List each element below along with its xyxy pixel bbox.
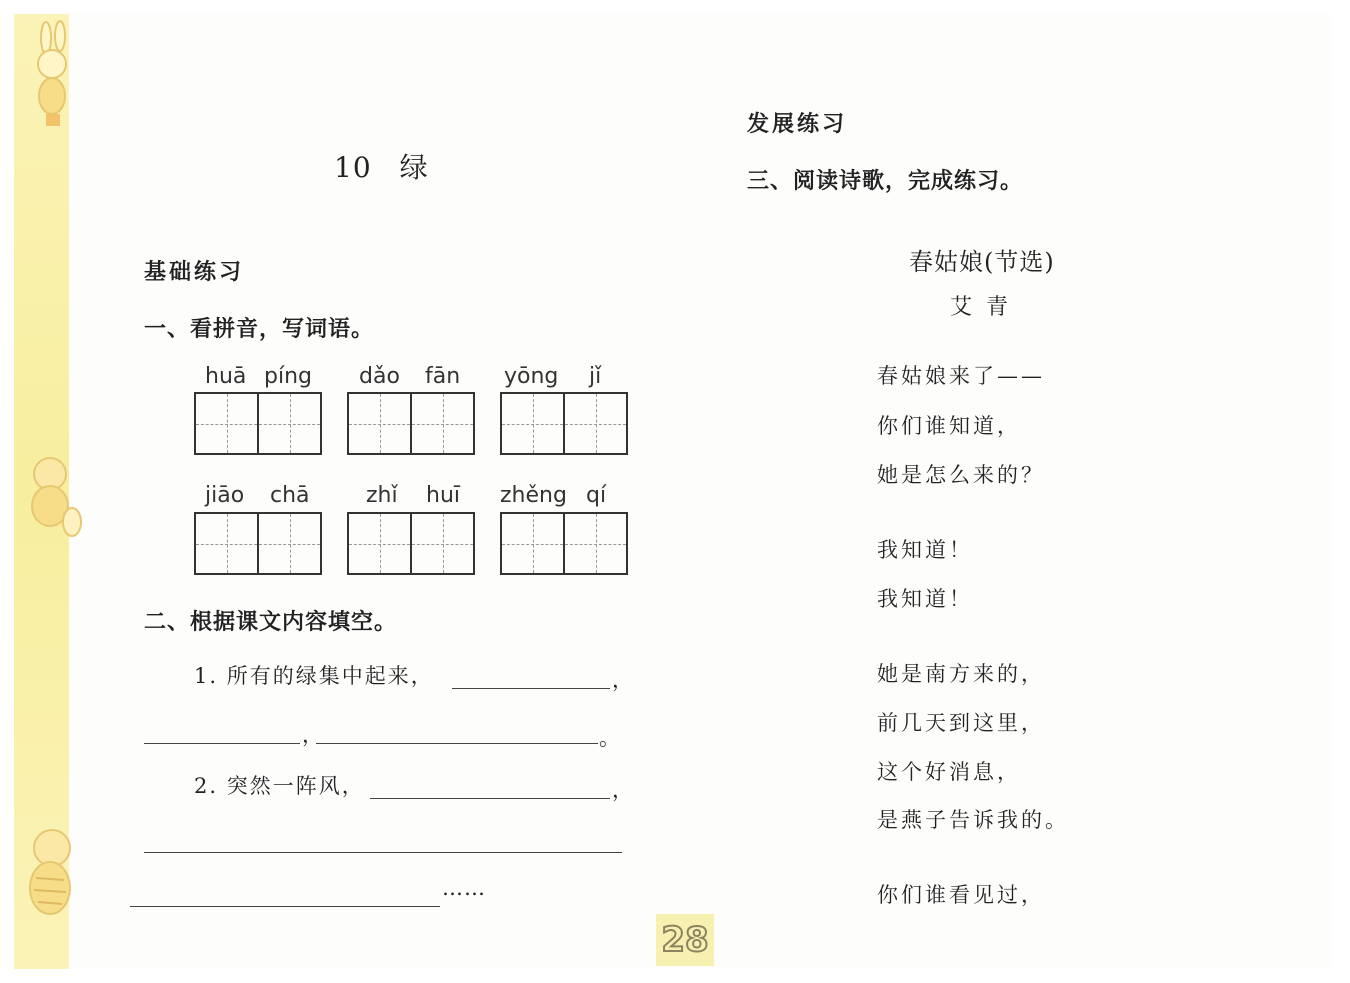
lesson-number: 10 [334, 151, 372, 184]
comma-mark: ， [612, 668, 633, 692]
poem-line: 我知道！ [877, 587, 973, 611]
writing-grid[interactable] [500, 392, 628, 455]
poem-line: 你们谁知道， [877, 414, 1021, 438]
pinyin-label: píng [264, 364, 312, 389]
answer-blank[interactable] [370, 798, 610, 799]
writing-grid[interactable] [194, 512, 322, 575]
period-mark: 。 [599, 726, 620, 750]
writing-grid[interactable] [194, 392, 322, 455]
pinyin-label: yōng [504, 364, 559, 389]
pinyin-label: zhěng [500, 483, 567, 508]
pinyin-label: dǎo [359, 364, 400, 389]
fill-in-item-2: 2. 突然一阵风， [194, 774, 365, 798]
pinyin-label: jiāo [205, 483, 245, 508]
writing-grid[interactable] [347, 512, 475, 575]
tiger-mascot-icon [16, 818, 84, 928]
pinyin-label: zhǐ [366, 483, 398, 508]
lesson-name: 绿 [399, 151, 429, 184]
answer-blank[interactable] [144, 743, 300, 744]
q3-heading: 三、阅读诗歌，完成练习。 [747, 169, 1024, 194]
poem-title: 春姑娘(节选) [909, 248, 1055, 276]
ellipsis-mark: …… [442, 876, 486, 900]
fill-in-item-1: 1. 所有的绿集中起来， [194, 664, 434, 688]
poem-line: 你们谁看见过， [877, 883, 1045, 907]
page-number: 28 [656, 914, 714, 966]
development-section-heading: 发展练习 [747, 112, 848, 137]
q2-heading: 二、根据课文内容填空。 [144, 610, 398, 635]
poem-line: 这个好消息， [877, 760, 1021, 784]
pinyin-label: chā [270, 483, 310, 508]
poem-line: 她是怎么来的？ [877, 463, 1045, 487]
answer-blank[interactable] [316, 743, 598, 744]
poem-line: 春姑娘来了—— [877, 364, 1045, 388]
pinyin-label: huā [205, 364, 247, 389]
poem-line: 是燕子告诉我的。 [877, 808, 1069, 832]
q1-heading: 一、看拼音，写词语。 [144, 317, 375, 342]
answer-blank[interactable] [144, 852, 622, 853]
pinyin-label: fān [425, 364, 461, 389]
writing-grid[interactable] [347, 392, 475, 455]
pinyin-label: jǐ [589, 364, 602, 389]
comma-mark: ， [302, 723, 323, 747]
pinyin-label: qí [586, 483, 607, 508]
writing-grid[interactable] [500, 512, 628, 575]
pinyin-label: huī [426, 483, 460, 508]
lesson-title [334, 146, 429, 186]
rabbit-mascot-icon [16, 20, 84, 130]
poem-line: 我知道！ [877, 538, 973, 562]
poem-author: 艾 青 [950, 295, 1008, 320]
poem-line: 她是南方来的， [877, 662, 1045, 686]
basic-section-heading: 基础练习 [144, 260, 245, 285]
poem-line: 前几天到这里， [877, 711, 1045, 735]
fox-mascot-icon [16, 448, 84, 558]
answer-blank[interactable] [452, 688, 610, 689]
answer-blank[interactable] [130, 906, 440, 907]
comma-mark: ， [612, 778, 633, 802]
